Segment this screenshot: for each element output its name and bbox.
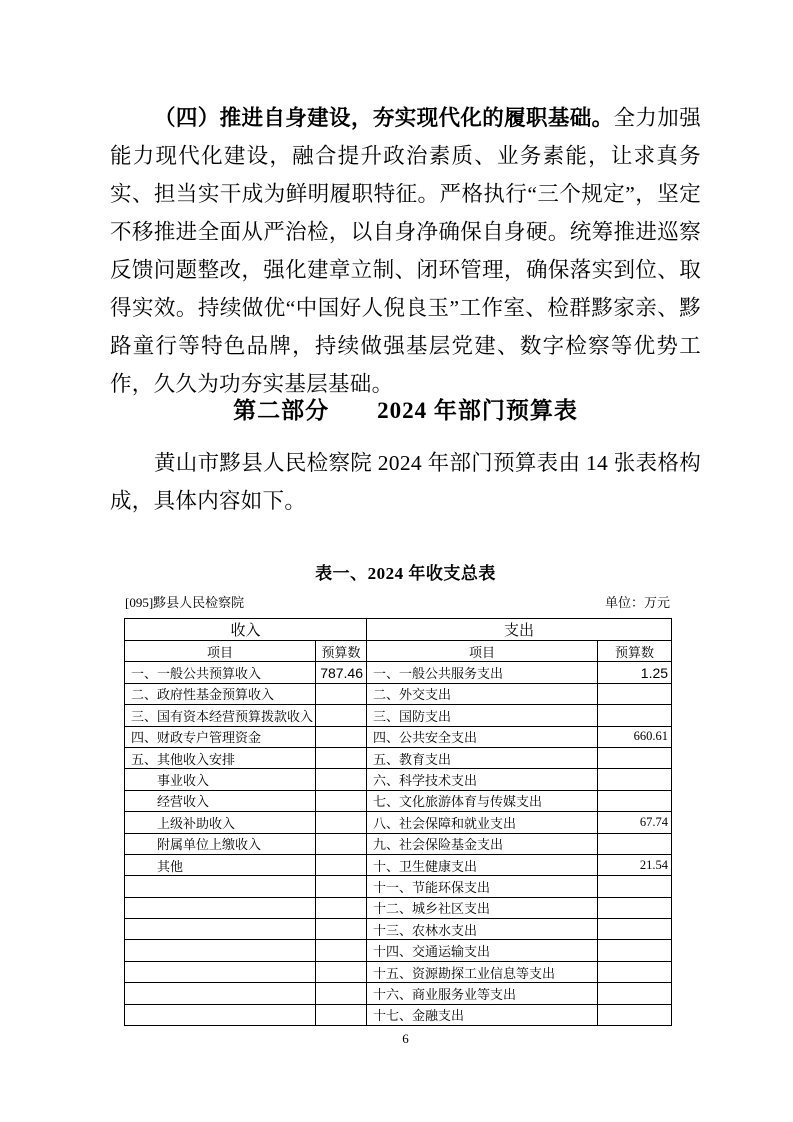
income-item-cell: 五、其他收入安排 (125, 747, 316, 768)
income-value-cell (316, 705, 367, 726)
income-section-header: 收入 (125, 619, 367, 641)
budget-table-row (125, 833, 672, 854)
expense-value-cell (598, 897, 672, 918)
income-item-cell: 事业收入 (125, 769, 316, 790)
expense-budget-header: 预算数 (598, 641, 672, 662)
budget-table-row (125, 919, 672, 940)
budget-table-row (125, 790, 672, 811)
income-value-cell (316, 961, 367, 982)
expense-item-cell: 十、卫生健康支出 (367, 854, 598, 875)
budget-table-row (125, 812, 672, 833)
section-heading: 第二部分 2024 年部门预算表 (233, 398, 578, 423)
budget-table-row (125, 683, 672, 704)
income-value-cell (316, 897, 367, 918)
income-value-cell (316, 983, 367, 1004)
budget-table-row (125, 854, 672, 875)
budget-table-row (125, 747, 672, 768)
expense-value-cell (598, 961, 672, 982)
expense-item-header: 项目 (367, 641, 598, 662)
income-item-cell (125, 897, 316, 918)
expense-item-cell: 十二、城乡社区支出 (367, 897, 598, 918)
expense-item-cell: 十五、资源勘探工业信息等支出 (367, 961, 598, 982)
table-column-header-row (125, 641, 672, 662)
income-value-cell (316, 790, 367, 811)
expense-value-cell: 67.74 (598, 812, 672, 833)
income-item-cell (125, 876, 316, 897)
income-value-cell (316, 919, 367, 940)
income-item-cell: 四、财政专户管理资金 (125, 726, 316, 747)
expense-value-cell (598, 683, 672, 704)
expense-value-cell (598, 876, 672, 897)
paragraph-self-construction (110, 99, 701, 403)
income-item-cell (125, 961, 316, 982)
expense-item-cell: 八、社会保障和就业支出 (367, 812, 598, 833)
budget-table-row (125, 705, 672, 726)
expense-item-cell: 十七、金融支出 (367, 1004, 598, 1025)
expense-item-cell: 三、国防支出 (367, 705, 598, 726)
income-value-cell (316, 1004, 367, 1025)
income-budget-header: 预算数 (316, 641, 367, 662)
expense-item-cell: 九、社会保险基金支出 (367, 833, 598, 854)
expense-item-cell: 二、外交支出 (367, 683, 598, 704)
budget-table-row (125, 983, 672, 1004)
budget-table-row (125, 940, 672, 961)
budget-table-row (125, 1004, 672, 1025)
income-value-cell (316, 683, 367, 704)
paragraph-body-text: 全力加强能力现代化建设，融合提升政治素质、业务素能，让求真务实、担当实干成为鲜明履职特征。严格执行“三个规定”，坚定不移推进全面从严治检，以自身净确保自身硬。统筹推进巡察反馈问题整改，强化建章立制、闭环管理，确保落实到位、取得实效。持续做优“中国好人倪良玉”工作室、检群黟家亲、黟路童行等特色品牌，持续做强基层党建、数字检察等优势工作，久久为功夯实基层基础。 (110, 106, 701, 396)
expense-item-cell: 一、一般公共服务支出 (367, 662, 598, 683)
income-value-cell (316, 747, 367, 768)
income-value-cell (316, 833, 367, 854)
expense-item-cell: 十一、节能环保支出 (367, 876, 598, 897)
income-item-cell (125, 919, 316, 940)
budget-table-row (125, 961, 672, 982)
org-label: [095]黟县人民检察院 (125, 595, 245, 610)
table-section-header-row (125, 619, 672, 641)
paragraph-lead-bold: （四）推进自身建设，夯实现代化的履职基础。 (154, 106, 614, 130)
table-title: 表一、2024 年收支总表 (315, 564, 496, 583)
budget-table-row (125, 726, 672, 747)
income-value-cell (316, 876, 367, 897)
budget-table-row (125, 662, 672, 683)
expense-item-cell: 七、文化旅游体育与传媒支出 (367, 790, 598, 811)
expense-item-cell: 六、科学技术支出 (367, 769, 598, 790)
income-item-cell: 附属单位上缴收入 (125, 833, 316, 854)
expense-value-cell (598, 769, 672, 790)
income-item-header: 项目 (125, 641, 316, 662)
budget-table-row (125, 897, 672, 918)
income-value-cell (316, 854, 367, 875)
income-item-cell: 其他 (125, 854, 316, 875)
expense-value-cell (598, 919, 672, 940)
expense-item-cell: 五、教育支出 (367, 747, 598, 768)
income-item-cell (125, 940, 316, 961)
income-item-cell: 二、政府性基金预算收入 (125, 683, 316, 704)
expense-value-cell (598, 983, 672, 1004)
income-item-cell: 上级补助收入 (125, 812, 316, 833)
expense-item-cell: 十四、交通运输支出 (367, 940, 598, 961)
expense-section-header: 支出 (367, 619, 672, 641)
expense-item-cell: 十三、农林水支出 (367, 919, 598, 940)
table-meta-row (124, 595, 671, 611)
income-item-cell (125, 983, 316, 1004)
expense-item-cell: 十六、商业服务业等支出 (367, 983, 598, 1004)
income-value-cell (316, 726, 367, 747)
budget-table (124, 618, 672, 1026)
expense-value-cell (598, 790, 672, 811)
expense-value-cell: 21.54 (598, 854, 672, 875)
expense-value-cell (598, 940, 672, 961)
income-item-cell: 三、国有资本经营预算拨款收入 (125, 705, 316, 726)
income-value-cell: 787.46 (316, 662, 367, 683)
budget-table-rows (125, 662, 672, 1026)
expense-value-cell (598, 833, 672, 854)
income-value-cell (316, 812, 367, 833)
budget-table-row (125, 876, 672, 897)
expense-value-cell: 660.61 (598, 726, 672, 747)
income-item-cell: 一、一般公共预算收入 (125, 662, 316, 683)
expense-value-cell (598, 747, 672, 768)
unit-label: 单位：万元 (604, 595, 670, 610)
expense-value-cell (598, 1004, 672, 1025)
page-number: 6 (402, 1031, 409, 1047)
budget-table-row (125, 769, 672, 790)
expense-item-cell: 四、公共安全支出 (367, 726, 598, 747)
income-value-cell (316, 940, 367, 961)
budget-table-container (124, 595, 671, 1026)
income-item-cell: 经营收入 (125, 790, 316, 811)
income-value-cell (316, 769, 367, 790)
expense-value-cell: 1.25 (598, 662, 672, 683)
income-item-cell (125, 1004, 316, 1025)
paragraph-table-overview: 黄山市黟县人民检察院 2024 年部门预算表由 14 张表格构成，具体内容如下。 (110, 451, 701, 513)
expense-value-cell (598, 705, 672, 726)
